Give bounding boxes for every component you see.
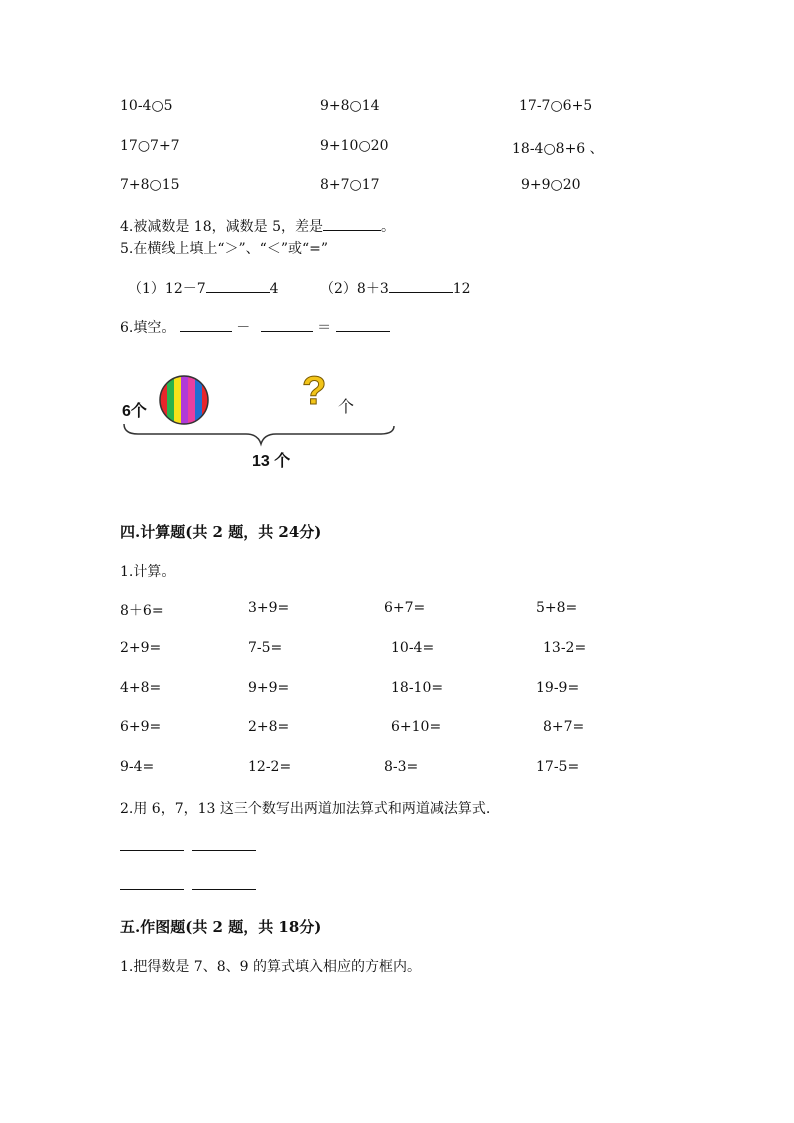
total-label: 13 个 <box>252 453 291 470</box>
compare-r3c2: 8+7○17 <box>320 177 380 193</box>
answer-blank[interactable] <box>389 280 453 293</box>
calc-r2c4: 13-2= <box>543 640 587 656</box>
answer-blank[interactable] <box>120 877 184 890</box>
calc-r3c2: 9+9= <box>248 680 290 696</box>
calc-r1c2: 3+9= <box>248 600 290 616</box>
compare-r2c3: 18-4○8+6 、 <box>512 141 604 157</box>
section-4-q2-title: 2.用 6，7，13 这三个数写出两道加法算式和两道减法算式. <box>120 801 491 817</box>
ball-icon <box>160 376 209 424</box>
calc-r1c1: 8＋6= <box>120 603 164 619</box>
compare-r3c1: 7+8○15 <box>120 177 180 193</box>
calc-r4c2: 2+8= <box>248 719 290 735</box>
calc-r2c2: 7-5= <box>248 640 283 656</box>
question-4 <box>120 216 395 236</box>
six-count-label: 6个 <box>122 403 147 420</box>
calc-r5c3: 8-3= <box>384 759 419 775</box>
question-4-text: 4.被减数是 18，减数是 5，差是 <box>120 219 323 235</box>
answer-blank[interactable] <box>323 218 381 231</box>
unit-label: 个 <box>338 399 355 416</box>
calc-r5c1: 9-4= <box>120 759 155 775</box>
answer-blank[interactable] <box>120 838 184 851</box>
brace <box>124 424 394 444</box>
section-5-heading: 五.作图题(共 2 题，共 18分) <box>120 918 322 936</box>
calc-r5c4: 17-5= <box>536 759 580 775</box>
compare-r1c2: 9+8○14 <box>320 98 380 114</box>
calc-r5c2: 12-2= <box>248 759 292 775</box>
question-5-title: 5.在横线上填上“＞”、“＜”或“=” <box>120 241 329 257</box>
calc-r3c1: 4+8= <box>120 680 162 696</box>
ball-illustration-svg <box>118 362 408 480</box>
compare-r3c3: 9+9○20 <box>521 177 581 193</box>
calc-r4c3: 6+10= <box>391 719 442 735</box>
answer-blank[interactable] <box>180 319 232 332</box>
answer-line-row-1 <box>120 838 256 855</box>
item-2-left: （2）8＋3 <box>320 281 389 297</box>
question-6-text: 6.填空。 <box>120 320 176 336</box>
calc-r4c4: 8+7= <box>543 719 585 735</box>
section-4-q1-title: 1.计算。 <box>120 564 176 580</box>
equals-sign: ＝ <box>317 320 332 336</box>
item-1-right: 4 <box>269 281 279 297</box>
compare-r1c1: 10-4○5 <box>120 98 173 114</box>
question-4-suffix: 。 <box>380 219 395 235</box>
item-1-left: （1）12－7 <box>128 281 206 297</box>
ball-illustration <box>118 362 408 480</box>
question-5-item-2 <box>320 278 471 298</box>
compare-r2c2: 9+10○20 <box>320 138 389 154</box>
answer-line-row-2 <box>120 877 256 894</box>
calc-r1c3: 6+7= <box>384 600 426 616</box>
svg-text:?: ? <box>302 369 327 413</box>
question-6 <box>120 317 390 337</box>
compare-r2c1: 17○7+7 <box>120 138 180 154</box>
calc-r1c4: 5+8= <box>536 600 578 616</box>
calc-r2c1: 2+9= <box>120 640 162 656</box>
answer-blank[interactable] <box>206 280 270 293</box>
minus-sign: － <box>236 320 251 336</box>
answer-blank[interactable] <box>261 319 313 332</box>
compare-r1c3: 17-7○6+5 <box>519 98 593 114</box>
calc-r4c1: 6+9= <box>120 719 162 735</box>
calc-r2c3: 10-4= <box>391 640 435 656</box>
calc-r3c4: 19-9= <box>536 680 580 696</box>
answer-blank[interactable] <box>192 838 256 851</box>
question-5-item-1 <box>128 278 279 298</box>
calc-r3c3: 18-10= <box>391 680 444 696</box>
answer-blank[interactable] <box>192 877 256 890</box>
answer-blank[interactable] <box>336 319 390 332</box>
section-5-q1-title: 1.把得数是 7、8、9 的算式填入相应的方框内。 <box>120 959 421 975</box>
item-2-right: 12 <box>452 281 471 297</box>
section-4-heading: 四.计算题(共 2 题，共 24分) <box>120 523 322 541</box>
question-mark-icon <box>302 369 326 413</box>
